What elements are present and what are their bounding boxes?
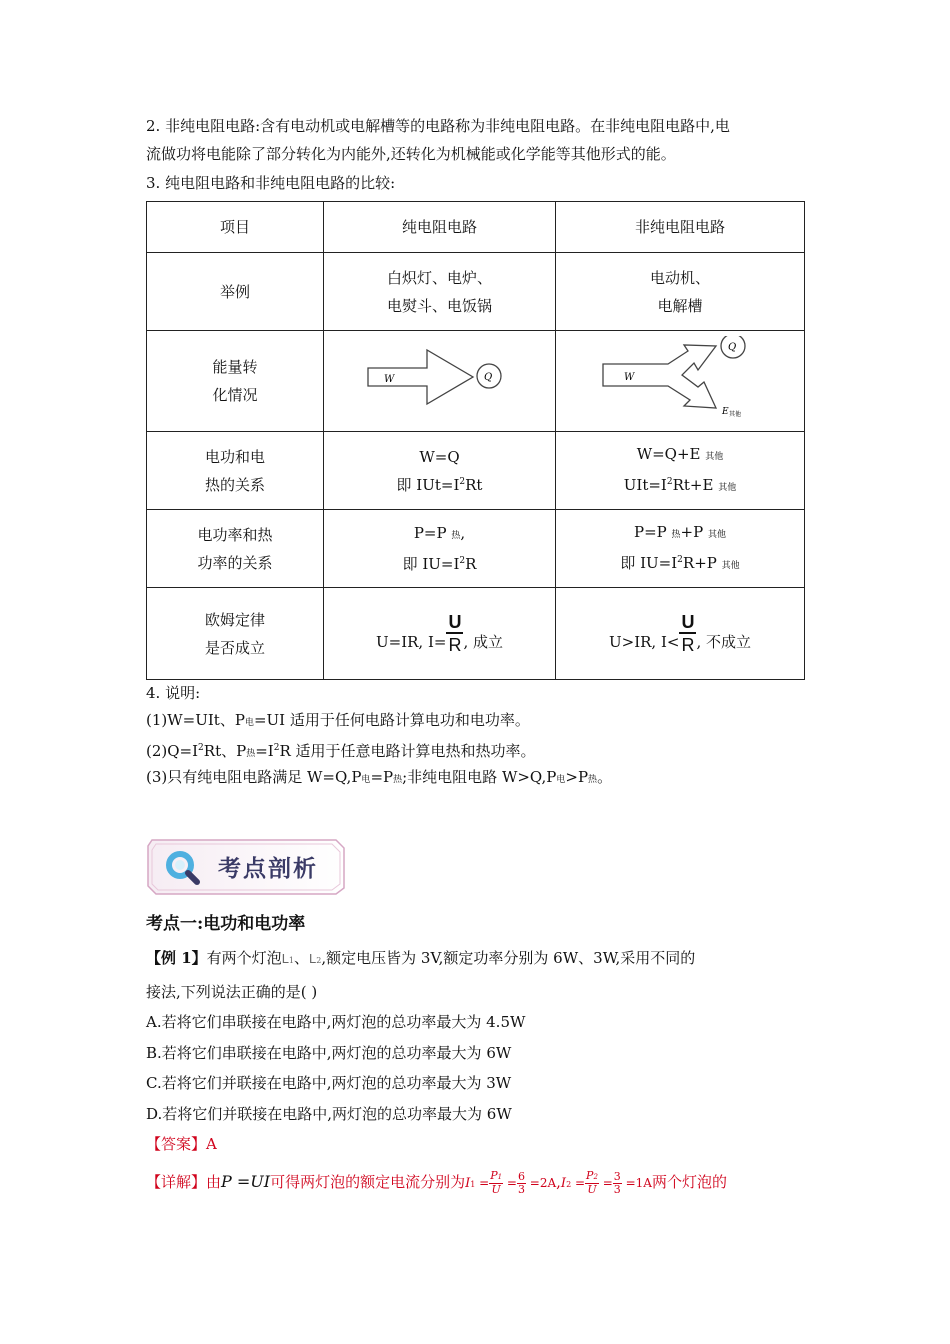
example-question-line-1: 【例 1】有两个灯泡L1、L2,额定电压皆为 3V,额定功率分别为 6W、3W,采用不同的	[146, 949, 696, 967]
i1-formula-fraction: $\frac{P1}{U}$	[490, 1169, 503, 1196]
diagram-e-label: E	[722, 406, 729, 417]
diagram-w-label: W	[383, 373, 394, 385]
detail-line: 【详解】由P =UI可得两灯泡的额定电流分别为I1 = $\frac{P1}{U}$ = $\frac{6}{3}$ =2A,I2 = $\frac{P2}{U}$ = $\frac{3}{3}$ =1A两个灯泡的	[146, 1169, 727, 1196]
note-3: (3)只有纯电阻电路满足 W=Q,P电=P热;非纯电阻电路 W>Q,P电>P热。	[146, 768, 613, 786]
row-label-power: 电功率和热 功率的关系	[147, 510, 324, 588]
table-row-example	[147, 253, 805, 331]
row-label-energy: 能量转 化情况	[147, 331, 324, 432]
ohm-fraction: $\frac{U}{R}$	[448, 611, 462, 655]
table-row-energy	[147, 331, 805, 432]
diagram-q-label: Q	[483, 371, 492, 383]
comparison-table	[146, 201, 805, 680]
diagram-q-label: Q	[728, 341, 737, 353]
header-nonpure: 非纯电阻电路	[556, 202, 805, 253]
answer-line: 【答案】A	[146, 1135, 217, 1153]
pure-energy-diagram	[324, 331, 556, 432]
section-heading: 考点一:电功和电功率	[146, 914, 306, 934]
note-1: (1)W=UIt、P电=UI 适用于任何电路计算电功和电功率。	[146, 711, 530, 729]
option-a: A.若将它们串联接在电路中,两灯泡的总功率最大为 4.5W	[146, 1013, 526, 1031]
diagram-w-label: W	[624, 371, 635, 383]
diagram-e-sub-label: 其他	[729, 410, 742, 418]
table-row-work-heat	[147, 432, 805, 510]
ohm-fraction: $\frac{U}{R}$	[681, 611, 695, 655]
header-pure: 纯电阻电路	[324, 202, 556, 253]
table-row-power	[147, 510, 805, 588]
option-d: D.若将它们并联接在电路中,两灯泡的总功率最大为 6W	[146, 1105, 512, 1123]
banner-title: 考点剖析	[218, 855, 318, 881]
row-label-example: 举例	[147, 253, 324, 331]
option-c: C.若将它们并联接在电路中,两灯泡的总功率最大为 3W	[146, 1074, 512, 1092]
paragraph-2-line-2: 流做功将电能除了部分转化为内能外,还转化为机械能或化学能等其他形式的能。	[146, 145, 676, 163]
nonpure-energy-diagram	[556, 331, 805, 432]
row-label-work-heat: 电功和电 热的关系	[147, 432, 324, 510]
pure-work-heat: W=Q 即 $IUt=I^2Rt$	[324, 432, 556, 510]
table-header-row	[147, 202, 805, 253]
pure-energy-arrow-diagram	[365, 346, 515, 408]
pure-ohm: U=IR, I= $\frac{U}{R}$ , 成立	[324, 588, 556, 680]
header-item: 项目	[147, 202, 324, 253]
nonpure-work-heat: W=Q+E 其他 $UIt=I^2Rt+E$ 其他	[556, 432, 805, 510]
nonpure-ohm: U>IR, I< $\frac{U}{R}$ , 不成立	[556, 588, 805, 680]
notes-title: 4. 说明:	[146, 684, 201, 702]
i1-value-fraction: $\frac{6}{3}$	[517, 1169, 525, 1196]
nonpure-example: 电动机、 电解槽	[556, 253, 805, 331]
i2-value-fraction: $\frac{3}{3}$	[613, 1169, 621, 1196]
option-b: B.若将它们串联接在电路中,两灯泡的总功率最大为 6W	[146, 1044, 512, 1062]
table-row-ohm	[147, 588, 805, 680]
paragraph-2-line-1: 2. 非纯电阻电路:含有电动机或电解槽等的电路称为非纯电阻电路。在非纯电阻电路中,电	[146, 117, 730, 135]
note-2: $(2)Q=I^2Rt$、P热$=I^2R$ 适用于任意电路计算电热和热功率。	[146, 742, 536, 760]
pure-example: 白炽灯、电炉、 电熨斗、电饭锅	[324, 253, 556, 331]
paragraph-3: 3. 纯电阻电路和非纯电阻电路的比较:	[146, 174, 396, 192]
i2-formula-fraction: $\frac{P2}{U}$	[586, 1169, 598, 1196]
nonpure-energy-branch-diagram	[600, 336, 760, 418]
pure-power: P=P 热, 即 $IU=I^2R$	[324, 510, 556, 588]
row-label-ohm: 欧姆定律 是否成立	[147, 588, 324, 680]
example-question-line-2: 接法,下列说法正确的是( )	[146, 983, 318, 1001]
nonpure-power: P=P 热+P 其他 即 $IU=I^2R+P$ 其他	[556, 510, 805, 588]
